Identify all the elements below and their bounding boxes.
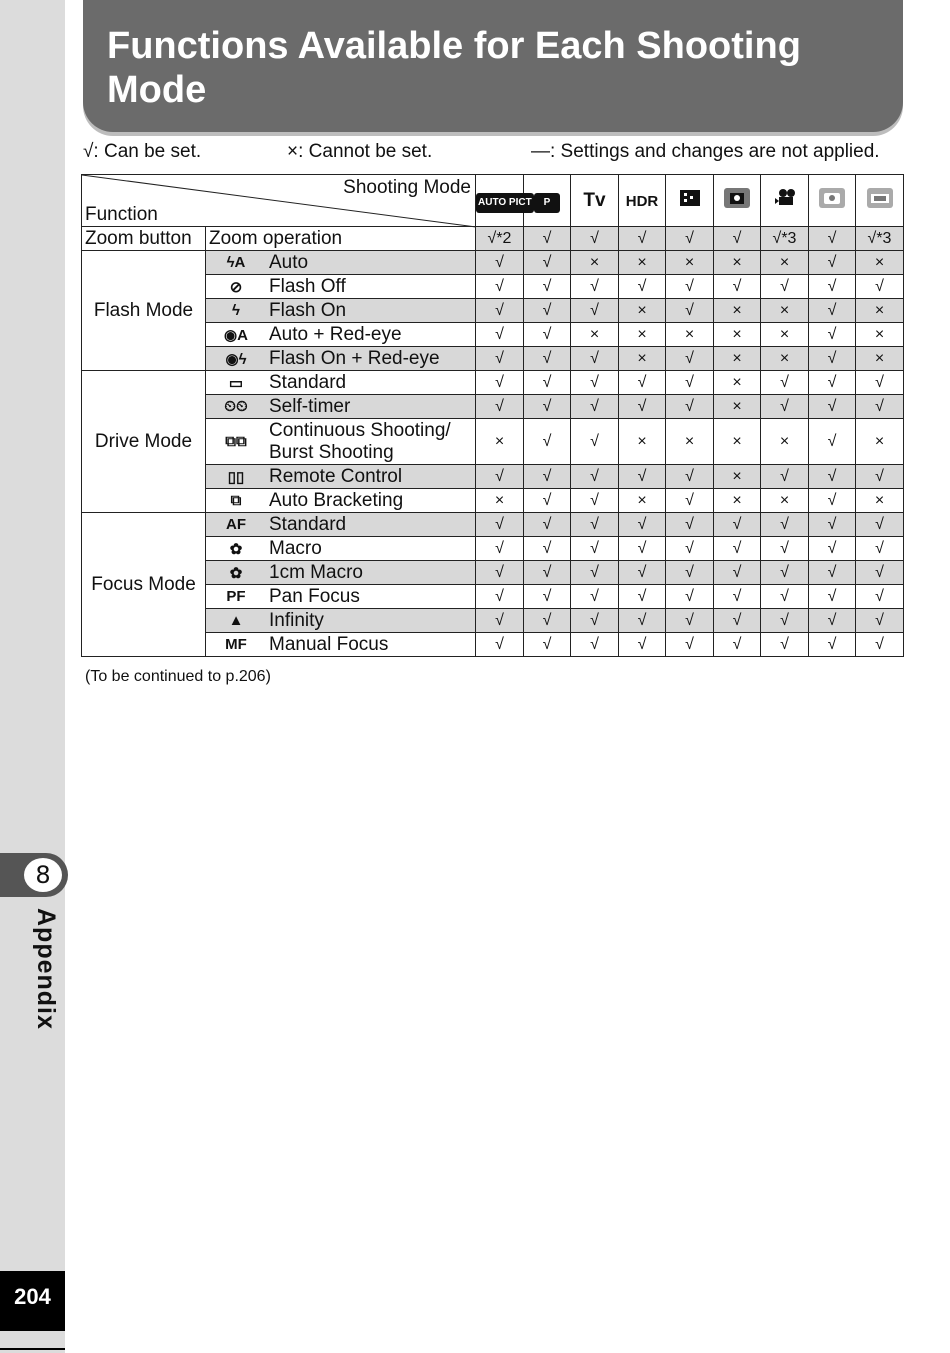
zoom-row (82, 227, 904, 251)
availability-cell: √ (571, 633, 619, 657)
availability-cell: √ (476, 347, 524, 371)
availability-cell: × (856, 489, 904, 513)
availability-cell: √ (476, 465, 524, 489)
availability-cell: √ (714, 561, 761, 585)
availability-cell: √ (666, 561, 714, 585)
group-label: Drive Mode (82, 371, 206, 513)
availability-cell: × (571, 251, 619, 275)
availability-cell: √ (571, 585, 619, 609)
availability-cell: √ (571, 489, 619, 513)
zoom-value: √*3 (761, 227, 809, 251)
legend-not-applied: —: Settings and changes are not applied. (531, 141, 880, 162)
availability-cell: √ (809, 347, 856, 371)
function-cell (206, 585, 476, 609)
availability-cell: √ (619, 585, 666, 609)
1cm-macro-icon: ✿ (229, 564, 243, 582)
availability-cell: × (666, 323, 714, 347)
availability-cell: √ (809, 585, 856, 609)
table-row (82, 275, 904, 299)
table-row (82, 537, 904, 561)
availability-cell: √ (571, 347, 619, 371)
zoom-button-label: Zoom button (82, 227, 206, 251)
function-label: Function (85, 204, 158, 225)
hdr-mode-icon: HDR (625, 192, 659, 210)
pan-focus-icon: PF (226, 588, 246, 605)
availability-cell: √ (809, 299, 856, 323)
function-cell (206, 371, 476, 395)
availability-cell: √ (619, 275, 666, 299)
availability-cell: × (714, 323, 761, 347)
function-cell (206, 489, 476, 513)
availability-cell: × (619, 251, 666, 275)
availability-cell: × (714, 419, 761, 465)
function-cell (206, 395, 476, 419)
availability-cell: × (856, 323, 904, 347)
macro-icon: ✿ (229, 540, 243, 558)
availability-cell: √ (714, 609, 761, 633)
function-label: Manual Focus (269, 633, 389, 655)
availability-cell: × (761, 323, 809, 347)
availability-cell: √ (571, 537, 619, 561)
flash-auto-icon: ϟA (226, 254, 246, 271)
title-band (83, 0, 903, 132)
availability-cell: √ (809, 513, 856, 537)
availability-cell: √ (761, 609, 809, 633)
availability-cell: √ (619, 609, 666, 633)
availability-cell: × (714, 299, 761, 323)
chapter-label: Appendix (32, 908, 60, 1030)
function-cell (206, 347, 476, 371)
availability-cell: √ (714, 537, 761, 561)
availability-cell: √ (476, 513, 524, 537)
table-row (82, 513, 904, 537)
zoom-operation-label: Zoom operation (206, 227, 476, 251)
group-label: Flash Mode (82, 251, 206, 371)
mode-header-night-scene (666, 175, 714, 227)
availability-cell: × (761, 299, 809, 323)
mode-header-panorama (856, 175, 904, 227)
panorama-mode-icon (866, 187, 894, 209)
availability-cell: × (714, 395, 761, 419)
availability-cell: √ (524, 419, 571, 465)
zoom-value: √ (714, 227, 761, 251)
availability-cell: × (714, 465, 761, 489)
availability-cell: √ (856, 633, 904, 657)
availability-cell: √ (761, 537, 809, 561)
availability-cell: √ (571, 371, 619, 395)
function-label: Macro (269, 537, 322, 559)
shooting-mode-label: Shooting Mode (343, 177, 471, 198)
function-label: Remote Control (269, 465, 403, 487)
continuous-shooting-icon: ⧉⧉ (225, 433, 247, 450)
availability-cell: × (619, 419, 666, 465)
availability-cell: √ (761, 371, 809, 395)
availability-cell: √ (761, 561, 809, 585)
af-icon: AF (226, 516, 246, 533)
function-cell (206, 609, 476, 633)
table-row (82, 489, 904, 513)
availability-cell: √ (856, 585, 904, 609)
availability-cell: √ (809, 275, 856, 299)
availability-cell: √ (666, 371, 714, 395)
zoom-value: √*3 (856, 227, 904, 251)
functions-table (81, 174, 904, 657)
availability-cell: √ (856, 537, 904, 561)
table-row (82, 347, 904, 371)
zoom-value: √ (571, 227, 619, 251)
availability-cell: √ (809, 633, 856, 657)
availability-cell: × (856, 347, 904, 371)
shutter-priority-mode-icon: Tv (583, 189, 606, 211)
availability-cell: √ (856, 371, 904, 395)
infinity-icon: ▲ (228, 612, 244, 629)
table-row (82, 465, 904, 489)
program-mode-icon: P (534, 193, 560, 213)
availability-cell: × (761, 419, 809, 465)
mode-header-tv (571, 175, 619, 227)
auto-bracketing-icon: ⧉ (230, 492, 242, 509)
availability-cell: × (714, 347, 761, 371)
availability-cell: √ (476, 633, 524, 657)
chapter-number: 8 (22, 856, 64, 894)
zoom-value: √ (524, 227, 571, 251)
availability-cell: √ (809, 537, 856, 561)
function-label: Standard (269, 513, 347, 535)
availability-cell: √ (761, 585, 809, 609)
availability-cell: × (761, 489, 809, 513)
standard-drive-icon: ▭ (228, 374, 244, 392)
legend-can-be-set: √: Can be set. (83, 141, 202, 162)
page-number: 204 (0, 1271, 65, 1331)
mode-header-digital-sr (714, 175, 761, 227)
availability-cell: × (761, 347, 809, 371)
function-label: Continuous Shooting/ Burst Shooting (269, 419, 451, 463)
availability-cell: √ (714, 633, 761, 657)
function-label: 1cm Macro (269, 561, 363, 583)
digital-sr-mode-icon (723, 187, 751, 209)
availability-cell: √ (809, 371, 856, 395)
availability-cell: √ (714, 585, 761, 609)
continued-note: (To be continued to p.206) (85, 668, 271, 685)
availability-cell: √ (809, 395, 856, 419)
availability-cell: √ (619, 465, 666, 489)
availability-cell: √ (524, 465, 571, 489)
availability-cell: √ (476, 275, 524, 299)
availability-cell: √ (476, 395, 524, 419)
table-row (82, 633, 904, 657)
function-label: Self-timer (269, 395, 351, 417)
availability-cell: × (571, 323, 619, 347)
availability-cell: √ (666, 299, 714, 323)
availability-cell: √ (524, 537, 571, 561)
availability-cell: √ (761, 633, 809, 657)
group-label: Focus Mode (82, 513, 206, 657)
availability-cell: √ (524, 251, 571, 275)
table-row (82, 561, 904, 585)
function-label: Flash Off (269, 275, 346, 297)
availability-cell: √ (571, 513, 619, 537)
availability-cell: × (761, 251, 809, 275)
green-mode-icon (818, 187, 846, 209)
table-row (82, 371, 904, 395)
availability-cell: √ (524, 299, 571, 323)
auto-red-eye-icon: ◉A (224, 326, 248, 344)
availability-cell: √ (619, 513, 666, 537)
mode-header-auto-pict (476, 175, 532, 227)
availability-cell: √ (666, 395, 714, 419)
table-header-corner (82, 175, 476, 227)
function-cell (206, 323, 476, 347)
availability-cell: √ (524, 609, 571, 633)
self-timer-icon: ⏲⏲ (224, 398, 248, 415)
function-cell (206, 537, 476, 561)
mode-header-green (809, 175, 856, 227)
availability-cell: √ (524, 347, 571, 371)
function-cell (206, 251, 476, 275)
availability-cell: × (619, 347, 666, 371)
availability-cell: √ (666, 537, 714, 561)
mode-header-hdr (619, 175, 666, 227)
zoom-value: √*2 (476, 227, 524, 251)
availability-cell: √ (856, 561, 904, 585)
function-label: Infinity (269, 609, 324, 631)
availability-cell: × (476, 489, 524, 513)
availability-cell: √ (476, 585, 524, 609)
availability-cell: √ (809, 323, 856, 347)
function-label: Auto + Red-eye (269, 323, 402, 345)
availability-cell: √ (619, 633, 666, 657)
availability-cell: √ (856, 275, 904, 299)
availability-cell: √ (666, 347, 714, 371)
availability-cell: √ (524, 561, 571, 585)
availability-cell: √ (809, 465, 856, 489)
availability-cell: √ (714, 275, 761, 299)
availability-cell: × (856, 299, 904, 323)
availability-cell: √ (571, 275, 619, 299)
availability-cell: √ (476, 371, 524, 395)
function-cell (206, 299, 476, 323)
availability-cell: √ (809, 609, 856, 633)
availability-cell: √ (761, 395, 809, 419)
availability-cell: × (714, 489, 761, 513)
availability-cell: √ (666, 465, 714, 489)
availability-cell: × (714, 251, 761, 275)
mode-header-movie (761, 175, 809, 227)
availability-cell: √ (666, 275, 714, 299)
zoom-value: √ (619, 227, 666, 251)
availability-cell: √ (856, 465, 904, 489)
page-rule (0, 1348, 65, 1350)
availability-cell: × (666, 251, 714, 275)
availability-cell: × (856, 251, 904, 275)
function-cell (206, 561, 476, 585)
availability-cell: √ (571, 465, 619, 489)
night-scene-mode-icon (678, 188, 702, 208)
header-row (82, 175, 904, 227)
table-row (82, 395, 904, 419)
availability-cell: × (856, 419, 904, 465)
sidebar (0, 0, 65, 1353)
availability-cell: √ (571, 561, 619, 585)
availability-cell: √ (666, 609, 714, 633)
availability-cell: √ (476, 251, 524, 275)
availability-cell: √ (524, 395, 571, 419)
table-row (82, 251, 904, 275)
availability-cell: √ (476, 609, 524, 633)
legend-cannot-be-set: ×: Cannot be set. (287, 141, 433, 162)
availability-cell: √ (809, 561, 856, 585)
availability-cell: √ (856, 513, 904, 537)
remote-control-icon: ▯▯ (227, 468, 245, 486)
availability-cell: √ (856, 395, 904, 419)
availability-cell: √ (714, 513, 761, 537)
availability-cell: √ (571, 395, 619, 419)
availability-cell: × (619, 489, 666, 513)
availability-cell: √ (476, 323, 524, 347)
availability-cell: × (476, 419, 524, 465)
flash-off-icon: ⊘ (229, 278, 243, 296)
availability-cell: √ (476, 537, 524, 561)
availability-cell: √ (619, 395, 666, 419)
availability-cell: √ (856, 609, 904, 633)
availability-cell: × (714, 371, 761, 395)
availability-cell: × (619, 323, 666, 347)
availability-cell: √ (571, 299, 619, 323)
availability-cell: √ (666, 513, 714, 537)
function-cell (206, 419, 476, 465)
table-row (82, 323, 904, 347)
availability-cell: √ (524, 371, 571, 395)
availability-cell: √ (524, 323, 571, 347)
zoom-value: √ (666, 227, 714, 251)
function-cell (206, 513, 476, 537)
function-label: Auto (269, 251, 309, 273)
availability-cell: √ (524, 585, 571, 609)
availability-cell: √ (571, 609, 619, 633)
table-row (82, 299, 904, 323)
availability-cell: √ (476, 299, 524, 323)
availability-cell: √ (571, 419, 619, 465)
availability-cell: √ (524, 633, 571, 657)
availability-cell: √ (619, 561, 666, 585)
availability-cell: √ (809, 489, 856, 513)
availability-cell: √ (619, 371, 666, 395)
movie-mode-icon (773, 188, 797, 208)
availability-cell: √ (619, 537, 666, 561)
flash-on-icon: ϟ (232, 302, 240, 319)
availability-cell: √ (524, 489, 571, 513)
page-title: Functions Available for Each Shooting Mode (107, 25, 801, 111)
availability-cell: √ (809, 251, 856, 275)
availability-cell: × (619, 299, 666, 323)
availability-cell: √ (524, 275, 571, 299)
function-label: Flash On (269, 299, 347, 321)
function-label: Flash On + Red-eye (269, 347, 440, 369)
table-row (82, 419, 904, 465)
function-label: Pan Focus (269, 585, 360, 607)
availability-cell: √ (666, 633, 714, 657)
availability-cell: √ (761, 513, 809, 537)
function-cell (206, 633, 476, 657)
function-label: Standard (269, 371, 347, 393)
availability-cell: √ (761, 465, 809, 489)
availability-cell: √ (809, 419, 856, 465)
availability-cell: √ (666, 489, 714, 513)
auto-picture-mode-icon: AUTO PICT (476, 193, 534, 213)
availability-cell: √ (761, 275, 809, 299)
table-row (82, 585, 904, 609)
zoom-value: √ (809, 227, 856, 251)
table-row (82, 609, 904, 633)
availability-cell: √ (666, 585, 714, 609)
availability-cell: √ (524, 513, 571, 537)
function-cell (206, 275, 476, 299)
flash-on-red-eye-icon: ◉ϟ (225, 350, 247, 368)
availability-cell: √ (476, 561, 524, 585)
function-cell (206, 465, 476, 489)
manual-focus-icon: MF (225, 636, 247, 653)
availability-cell: × (666, 419, 714, 465)
function-label: Auto Bracketing (269, 489, 404, 511)
